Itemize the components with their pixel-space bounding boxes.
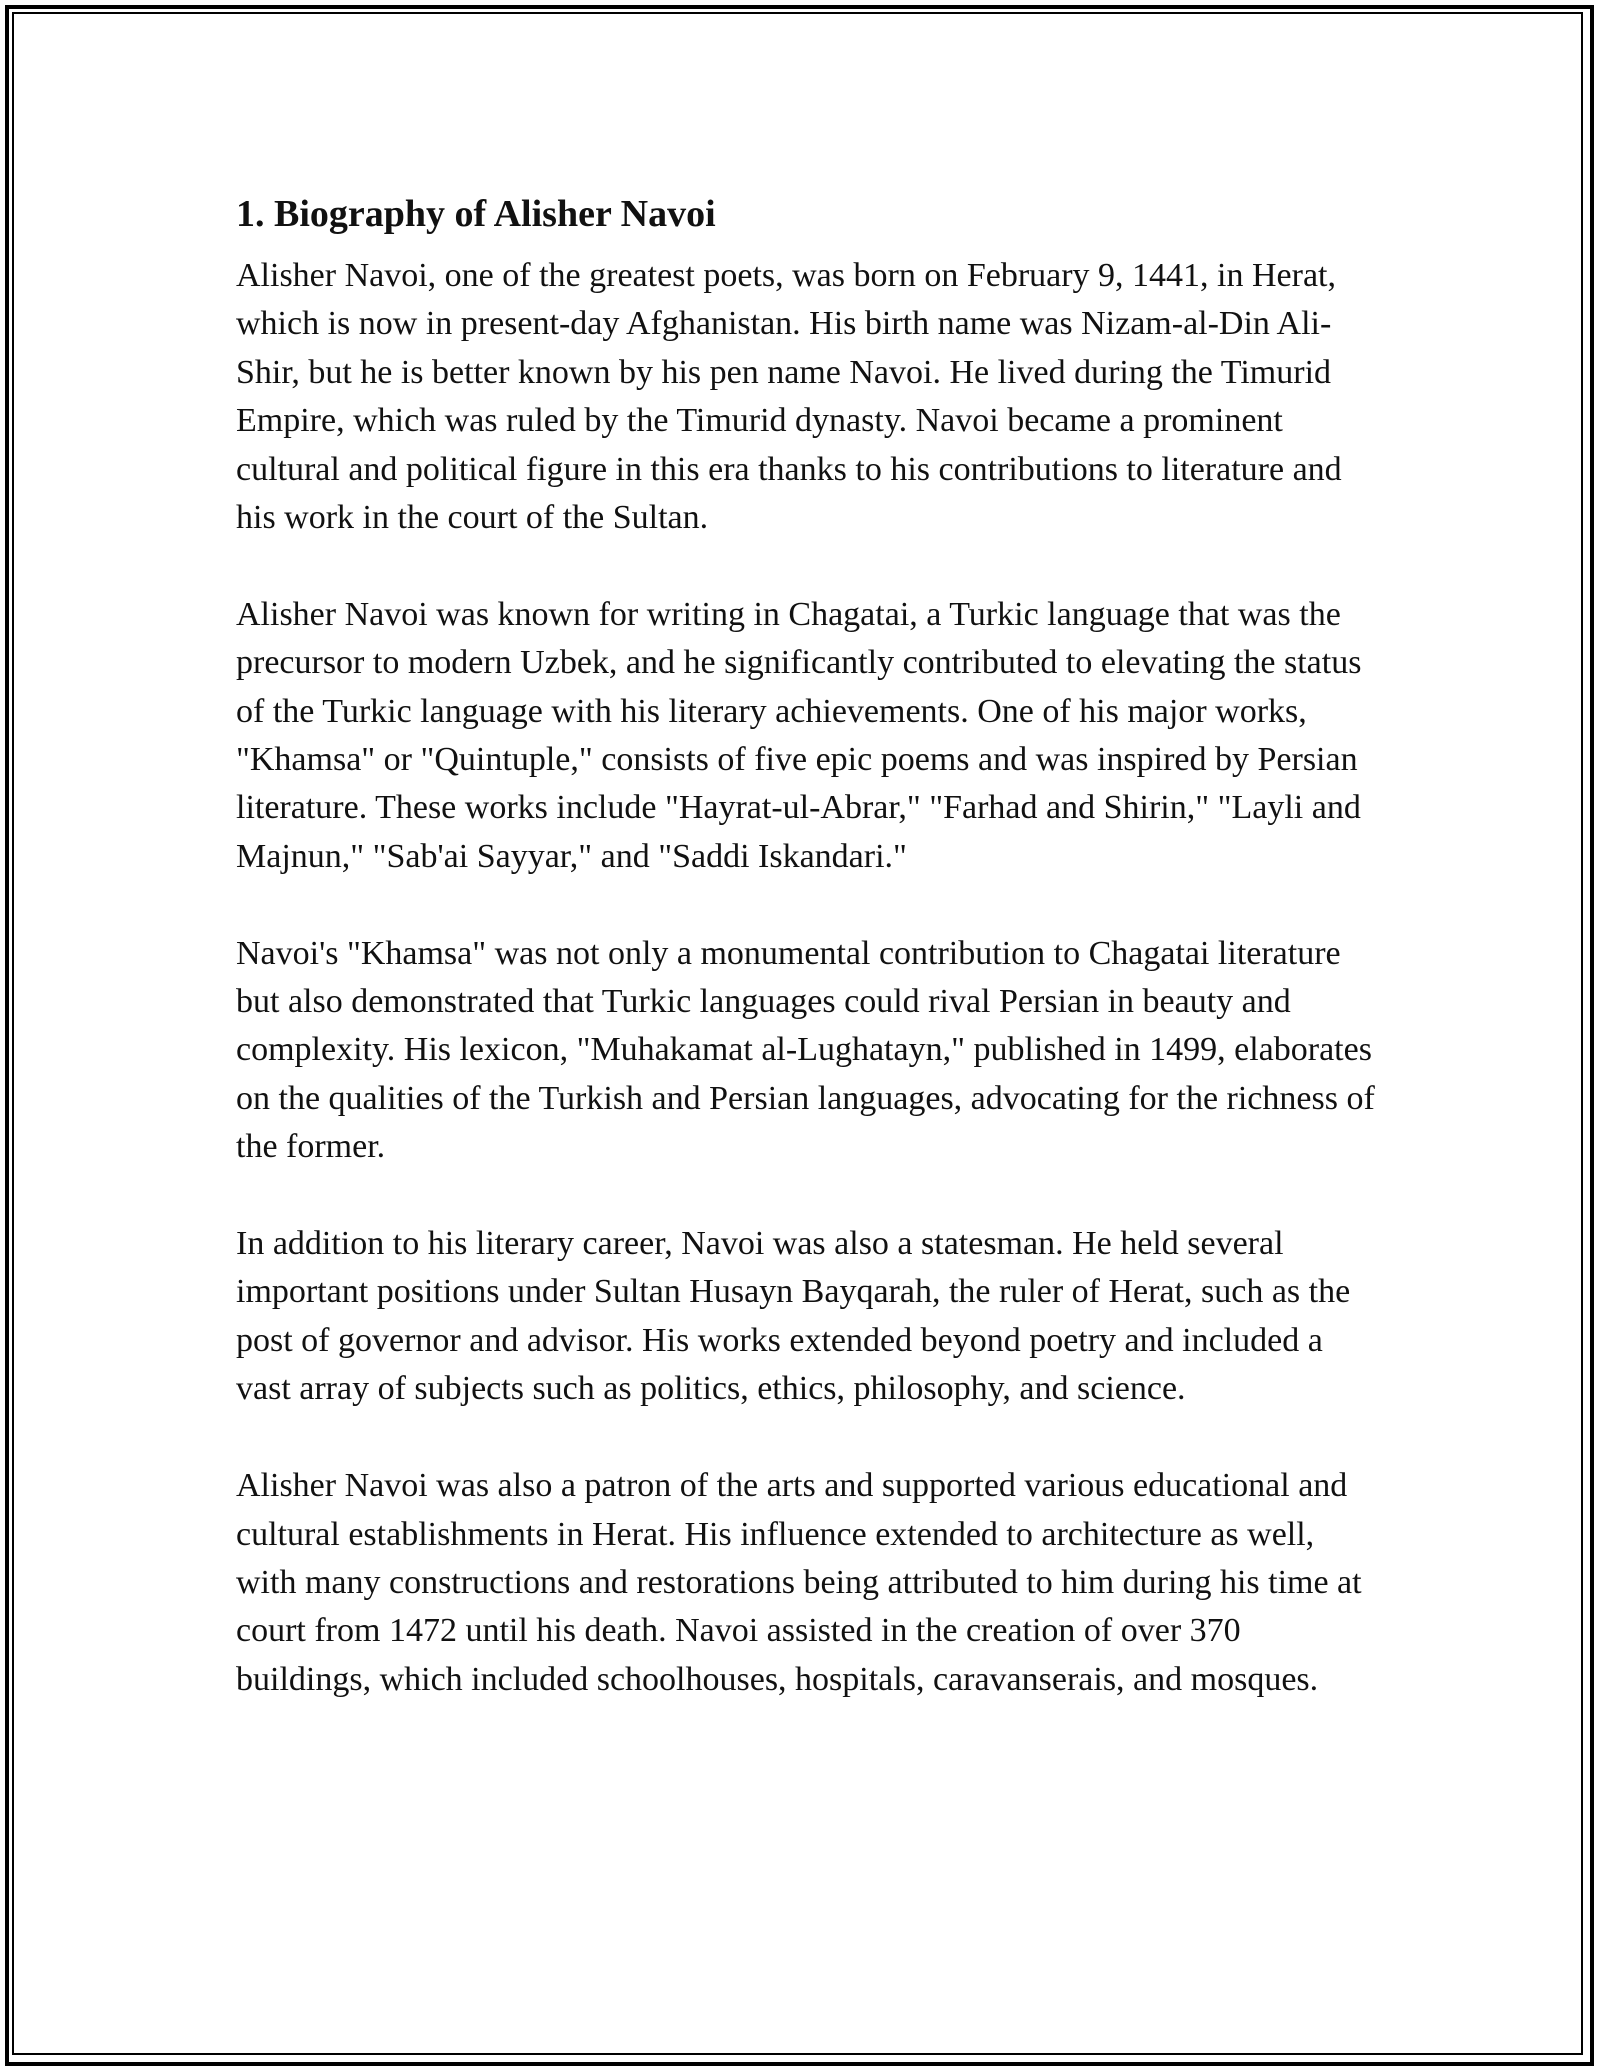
paragraph-patron-arts: Alisher Navoi was also a patron of the arts and supported various educational and cultural establishments in Herat. His influence extended to architecture as well, with many constructions and restorations being attributed to him during his time at court from 1472 until his death. Navoi assisted in the creation of over 370 buildings, which included schoolhouses, hospitals, caravanserais, and mosques.: [236, 1467, 1362, 1698]
document-body: [236, 186, 1376, 1753]
paragraph-early-life: Alisher Navoi, one of the greatest poets, was born on February 9, 1441, in Herat, which is now in present-day Afghanistan. His birth name was Nizam-al-Din Ali-Shir, but he is better known by his pen name Navoi. He lived during the Timurid Empire, which was ruled by the Timurid dynasty. Navoi became a prominent cultural and political figure in this era thanks to his contributions to literature and his work in the court of the Sultan.: [236, 257, 1342, 537]
paragraph-statesman: In addition to his literary career, Navoi was also a statesman. He held several important positions under Sultan Husayn Bayqarah, the ruler of Herat, such as the post of governor and advisor. His works extended beyond poetry and included a vast array of subjects such as politics, ethics, philosophy, and science.: [236, 1225, 1351, 1408]
section-heading: 1. Biography of Alisher Navoi: [236, 193, 716, 235]
paragraph-khamsa-legacy: Navoi's "Khamsa" was not only a monumental contribution to Chagatai literature but also demonstrated that Turkic languages could rival Persian in beauty and complexity. His lexicon, "Muhakamat al-Lughatayn," published in 1499, elaborates on the qualities of the Turkish and Persian languages, advocating for the richness of the former.: [236, 934, 1375, 1166]
paragraph-chagatai-khamsa: Alisher Navoi was known for writing in Chagatai, a Turkic language that was the precursor to modern Uzbek, and he significantly contributed to elevating the status of the Turkic language with his literary achievements. One of his major works, "Khamsa" or "Quintuple," consists of five epic poems and was inspired by Persian literature. These works include "Hayrat-ul-Abrar," "Farhad and Shirin," "Layli and Majnun," "Sab'ai Sayyar," and "Saddi Iskandari.": [236, 595, 1362, 875]
